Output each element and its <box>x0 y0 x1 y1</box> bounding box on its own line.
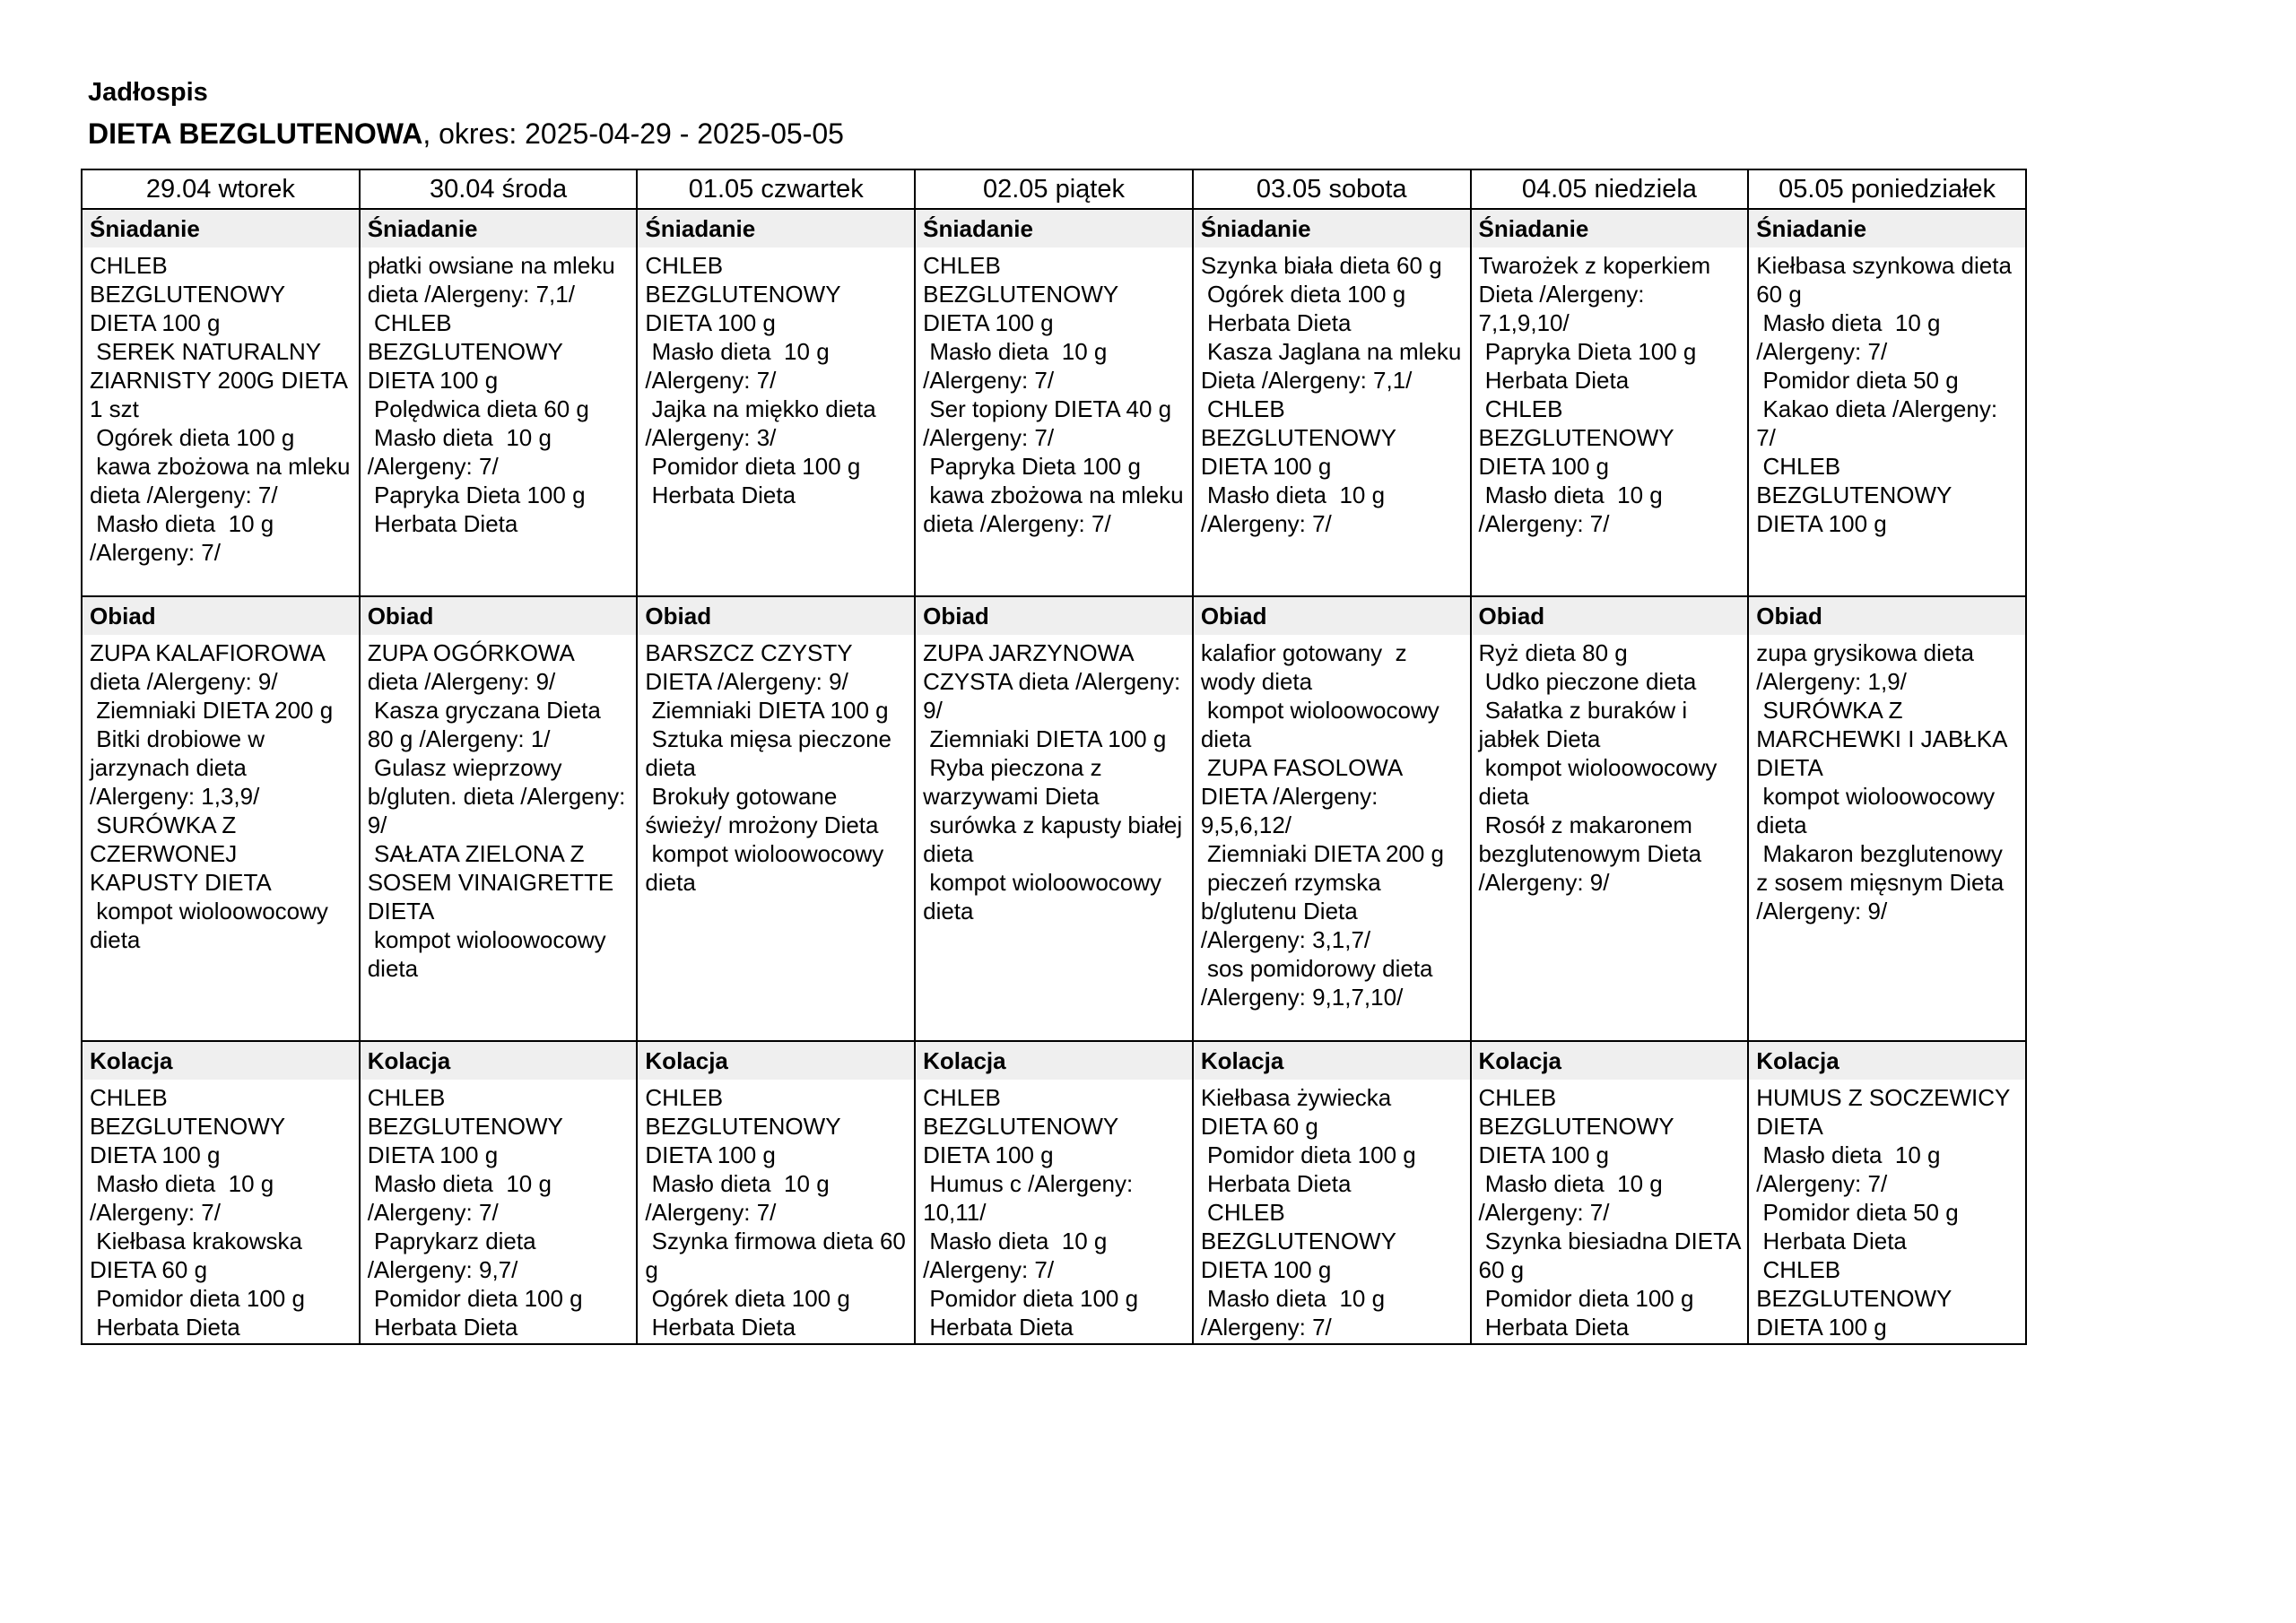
meal-label: Obiad <box>361 597 637 635</box>
meal-items: CHLEB BEZGLUTENOWY DIETA 100 g Masło dieta 10 g /Alergeny: 7/ Kiełbasa krakowska DIETA 60 g Pomidor dieta 100 g Herbata Dieta <box>90 1084 305 1341</box>
page-title: Jadłospis <box>88 78 208 107</box>
dinner-cell <box>1193 1041 1471 1344</box>
day-header-row <box>82 169 2026 209</box>
breakfast-cell <box>637 209 915 596</box>
meal-label: Obiad <box>1472 597 1748 635</box>
dinner-cell <box>1471 1041 1749 1344</box>
meal-items: ZUPA OGÓRKOWA dieta /Alergeny: 9/ Kasza gryczana Dieta 80 g /Alergeny: 1/ Gulasz wieprzowy b/gluten. dieta /Alergeny: 9/ SAŁATA ZIELONA Z SOSEM VINAIGRETTE DIETA kompot wioloowocowy dieta <box>367 639 626 982</box>
meal-items: CHLEB BEZGLUTENOWY DIETA 100 g Masło dieta 10 g /Alergeny: 7/ Szynka firmowa dieta 60 g Ogórek dieta 100 g Herbata Dieta <box>645 1084 906 1341</box>
lunch-cell <box>1748 596 2026 1041</box>
meal-label: Obiad <box>83 597 359 635</box>
dinner-cell <box>915 1041 1193 1344</box>
day-header: 30.04 środa <box>360 169 638 209</box>
lunch-row <box>82 596 2026 1041</box>
dinner-cell <box>360 1041 638 1344</box>
meal-label: Obiad <box>1749 597 2025 635</box>
meal-items: płatki owsiane na mleku dieta /Alergeny: 7,1/ CHLEB BEZGLUTENOWY DIETA 100 g Polędwica dieta 60 g Masło dieta 10 g /Alergeny: 7/ Papryka Dieta 100 g Herbata Dieta <box>367 252 615 537</box>
breakfast-cell <box>1748 209 2026 596</box>
dinner-cell <box>82 1041 360 1344</box>
dinner-cell <box>1748 1041 2026 1344</box>
meal-label: Kolacja <box>1749 1042 2025 1080</box>
breakfast-cell <box>82 209 360 596</box>
meal-label: Śniadanie <box>361 210 637 247</box>
meal-label: Kolacja <box>916 1042 1192 1080</box>
meal-label: Kolacja <box>361 1042 637 1080</box>
breakfast-cell <box>1471 209 1749 596</box>
meal-items: ZUPA JARZYNOWA CZYSTA dieta /Alergeny: 9/ Ziemniaki DIETA 100 g Ryba pieczona z warzywami Dieta surówka z kapusty białej dieta kompot wioloowocowy dieta <box>923 639 1183 924</box>
meal-items: Kiełbasa szynkowa dieta 60 g Masło dieta 10 g /Alergeny: 7/ Pomidor dieta 50 g Kakao dieta /Alergeny: 7/ CHLEB BEZGLUTENOWY DIETA 100 g <box>1756 252 2012 537</box>
lunch-cell <box>360 596 638 1041</box>
day-header: 03.05 sobota <box>1193 169 1471 209</box>
dinner-row <box>82 1041 2026 1344</box>
period-text: , okres: 2025-04-29 - 2025-05-05 <box>422 117 844 150</box>
meal-items: CHLEB BEZGLUTENOWY DIETA 100 g Humus c /Alergeny: 10,11/ Masło dieta 10 g /Alergeny: 7/ Pomidor dieta 100 g Herbata Dieta <box>923 1084 1139 1341</box>
meal-items: kalafior gotowany z wody dieta kompot wioloowocowy dieta ZUPA FASOLOWA DIETA /Alergeny: 9,5,6,12/ Ziemniaki DIETA 200 g pieczeń rzymska b/glutenu Dieta /Alergeny: 3,1,7/ sos pomidorowy dieta /Alergeny: 9,1,7,10/ <box>1200 639 1445 1011</box>
day-header: 02.05 piątek <box>915 169 1193 209</box>
day-header: 29.04 wtorek <box>82 169 360 209</box>
breakfast-cell <box>915 209 1193 596</box>
meal-items: Kiełbasa żywiecka DIETA 60 g Pomidor dieta 100 g Herbata Dieta CHLEB BEZGLUTENOWY DIETA 100 g Masło dieta 10 g /Alergeny: 7/ <box>1200 1084 1416 1341</box>
lunch-cell <box>82 596 360 1041</box>
meal-label: Obiad <box>916 597 1192 635</box>
meal-items: ZUPA KALAFIOROWA dieta /Alergeny: 9/ Ziemniaki DIETA 200 g Bitki drobiowe w jarzynach dieta /Alergeny: 1,3,9/ SURÓWKA Z CZERWONEJ KAPUSTY DIETA kompot wioloowocowy dieta <box>90 639 334 953</box>
meal-items: Ryż dieta 80 g Udko pieczone dieta Sałatka z buraków i jabłek Dieta kompot wioloowocowy dieta Rosół z makaronem bezglutenowym Dieta /Alergeny: 9/ <box>1478 639 1718 896</box>
meal-label: Obiad <box>638 597 914 635</box>
diet-name: DIETA BEZGLUTENOWA <box>88 117 423 150</box>
dinner-cell <box>637 1041 915 1344</box>
meal-items: CHLEB BEZGLUTENOWY DIETA 100 g Masło dieta 10 g /Alergeny: 7/ Ser topiony DIETA 40 g /Alergeny: 7/ Papryka Dieta 100 g kawa zbożowa na mleku dieta /Alergeny: 7/ <box>923 252 1184 537</box>
lunch-cell <box>1193 596 1471 1041</box>
meal-label: Kolacja <box>1472 1042 1748 1080</box>
day-header: 05.05 poniedziałek <box>1748 169 2026 209</box>
meal-items: Twarożek z koperkiem Dieta /Alergeny: 7,1,9,10/ Papryka Dieta 100 g Herbata Dieta CHLEB BEZGLUTENOWY DIETA 100 g Masło dieta 10 g /Alergeny: 7/ <box>1478 252 1711 537</box>
breakfast-row <box>82 209 2026 596</box>
meal-label: Kolacja <box>638 1042 914 1080</box>
meal-label: Śniadanie <box>1749 210 2025 247</box>
meal-items: CHLEB BEZGLUTENOWY DIETA 100 g SEREK NATURALNY ZIARNISTY 200G DIETA 1 szt Ogórek dieta 100 g kawa zbożowa na mleku dieta /Alergeny: 7/ Masło dieta 10 g /Alergeny: 7/ <box>90 252 351 566</box>
page-subtitle <box>88 117 844 151</box>
lunch-cell <box>915 596 1193 1041</box>
lunch-cell <box>637 596 915 1041</box>
meal-items: CHLEB BEZGLUTENOWY DIETA 100 g Masło dieta 10 g /Alergeny: 7/ Szynka biesiadna DIETA 60 g Pomidor dieta 100 g Herbata Dieta <box>1478 1084 1740 1341</box>
meal-items: HUMUS Z SOCZEWICY DIETA Masło dieta 10 g /Alergeny: 7/ Pomidor dieta 50 g Herbata Dieta CHLEB BEZGLUTENOWY DIETA 100 g <box>1756 1084 2010 1341</box>
meal-items: CHLEB BEZGLUTENOWY DIETA 100 g Masło dieta 10 g /Alergeny: 7/ Jajka na miękko dieta /Alergeny: 3/ Pomidor dieta 100 g Herbata Dieta <box>645 252 876 508</box>
meal-items: zupa grysikowa dieta /Alergeny: 1,9/ SURÓWKA Z MARCHEWKI I JABŁKA DIETA kompot wioloowocowy dieta Makaron bezglutenowy z sosem mięsnym Dieta /Alergeny: 9/ <box>1756 639 2007 924</box>
meal-items: CHLEB BEZGLUTENOWY DIETA 100 g Masło dieta 10 g /Alergeny: 7/ Paprykarz dieta /Alergeny: 9,7/ Pomidor dieta 100 g Herbata Dieta <box>367 1084 583 1341</box>
meal-label: Kolacja <box>1194 1042 1470 1080</box>
day-header: 04.05 niedziela <box>1471 169 1749 209</box>
meal-label: Śniadanie <box>916 210 1192 247</box>
meal-items: Szynka biała dieta 60 g Ogórek dieta 100 g Herbata Dieta Kasza Jaglana na mleku Dieta /Alergeny: 7,1/ CHLEB BEZGLUTENOWY DIETA 100 g Masło dieta 10 g /Alergeny: 7/ <box>1200 252 1462 537</box>
meal-label: Śniadanie <box>83 210 359 247</box>
meal-label: Śniadanie <box>1194 210 1470 247</box>
meal-items: BARSZCZ CZYSTY DIETA /Alergeny: 9/ Ziemniaki DIETA 100 g Sztuka mięsa pieczone dieta Brokuły gotowane świeży/ mrożony Dieta kompot wioloowocowy dieta <box>645 639 892 896</box>
meal-label: Obiad <box>1194 597 1470 635</box>
meal-label: Śniadanie <box>638 210 914 247</box>
meal-label: Śniadanie <box>1472 210 1748 247</box>
breakfast-cell <box>360 209 638 596</box>
meal-label: Kolacja <box>83 1042 359 1080</box>
lunch-cell <box>1471 596 1749 1041</box>
menu-table <box>81 169 2027 1345</box>
breakfast-cell <box>1193 209 1471 596</box>
day-header: 01.05 czwartek <box>637 169 915 209</box>
